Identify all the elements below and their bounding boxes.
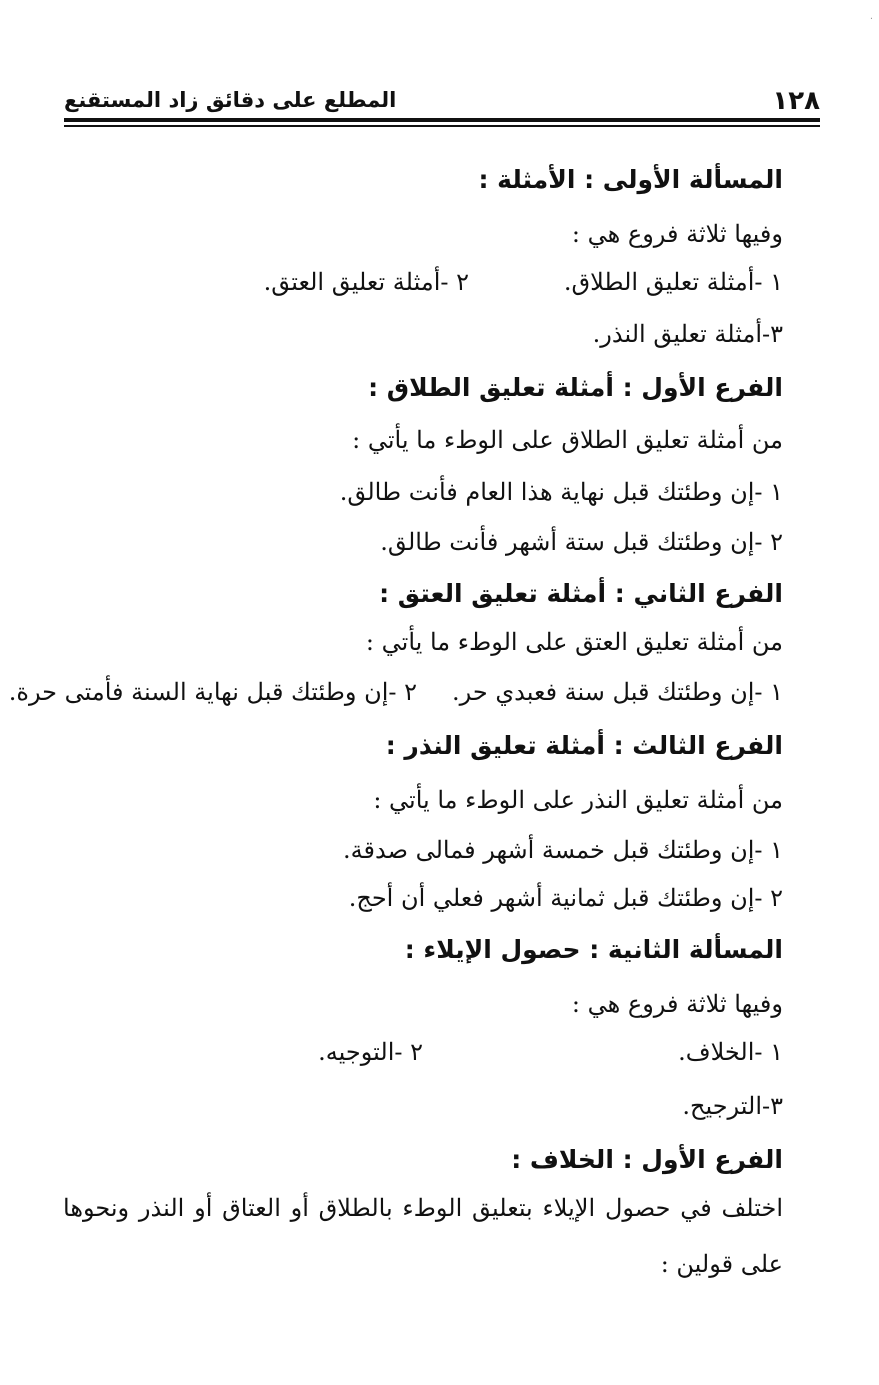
branch3-heading: الفرع الثالث : أمثلة تعليق النذر : [385,731,783,760]
branch2-intro: من أمثلة تعليق العتق على الوطء ما يأتي : [365,628,783,656]
section1-item-2: ٢ -أمثلة تعليق العتق. [263,268,469,296]
branch2-example-1: ١ -إن وطئتك قبل سنة فعبدي حر. [452,678,783,706]
branch2-example-2: ٢ -إن وطئتك قبل نهاية السنة فأمتى حرة. [8,678,417,706]
running-title: المطلع على دقائق زاد المستقنع [64,88,397,112]
branch1-heading: الفرع الأول : أمثلة تعليق الطلاق : [368,373,783,402]
page-header [64,82,820,122]
section2-heading: المسألة الثانية : حصول الإيلاء : [404,935,783,964]
page-number: ١٢٨ [772,86,820,116]
dispute-heading: الفرع الأول : الخلاف : [511,1145,783,1174]
branch1-example-2: ٢ -إن وطئتك قبل ستة أشهر فأنت طالق. [380,528,783,556]
section1-heading: المسألة الأولى : الأمثلة : [478,165,783,194]
branch1-example-1: ١ -إن وطئتك قبل نهاية هذا العام فأنت طالق. [339,478,783,506]
header-rule-thick [64,118,820,122]
section2-item-2: ٢ -التوجيه. [318,1038,423,1066]
branch2-heading: الفرع الثاني : أمثلة تعليق العتق : [379,579,783,608]
section2-intro: وفيها ثلاثة فروع هي : [571,990,783,1018]
section1-item-3: ٣-أمثلة تعليق النذر. [592,320,783,348]
section2-item-3: ٣-الترجيح. [682,1092,783,1120]
branch3-intro: من أمثلة تعليق النذر على الوطء ما يأتي : [373,786,783,814]
branch3-example-2: ٢ -إن وطئتك قبل ثمانية أشهر فعلي أن أحج. [348,884,783,912]
branch1-intro: من أمثلة تعليق الطلاق على الوطء ما يأتي : [352,426,783,454]
branch3-example-1: ١ -إن وطئتك قبل خمسة أشهر فمالى صدقة. [343,836,783,864]
scan-mark: · [869,14,873,25]
section1-item-1: ١ -أمثلة تعليق الطلاق. [563,268,783,296]
dispute-paragraph: اختلف في حصول الإيلاء بتعليق الوطء بالطلاق أو العتاق أو النذر ونحوها على قولين : [63,1194,783,1278]
section2-item-1: ١ -الخلاف. [678,1038,783,1066]
header-rule-thin [64,125,820,127]
section1-intro: وفيها ثلاثة فروع هي : [571,220,783,248]
